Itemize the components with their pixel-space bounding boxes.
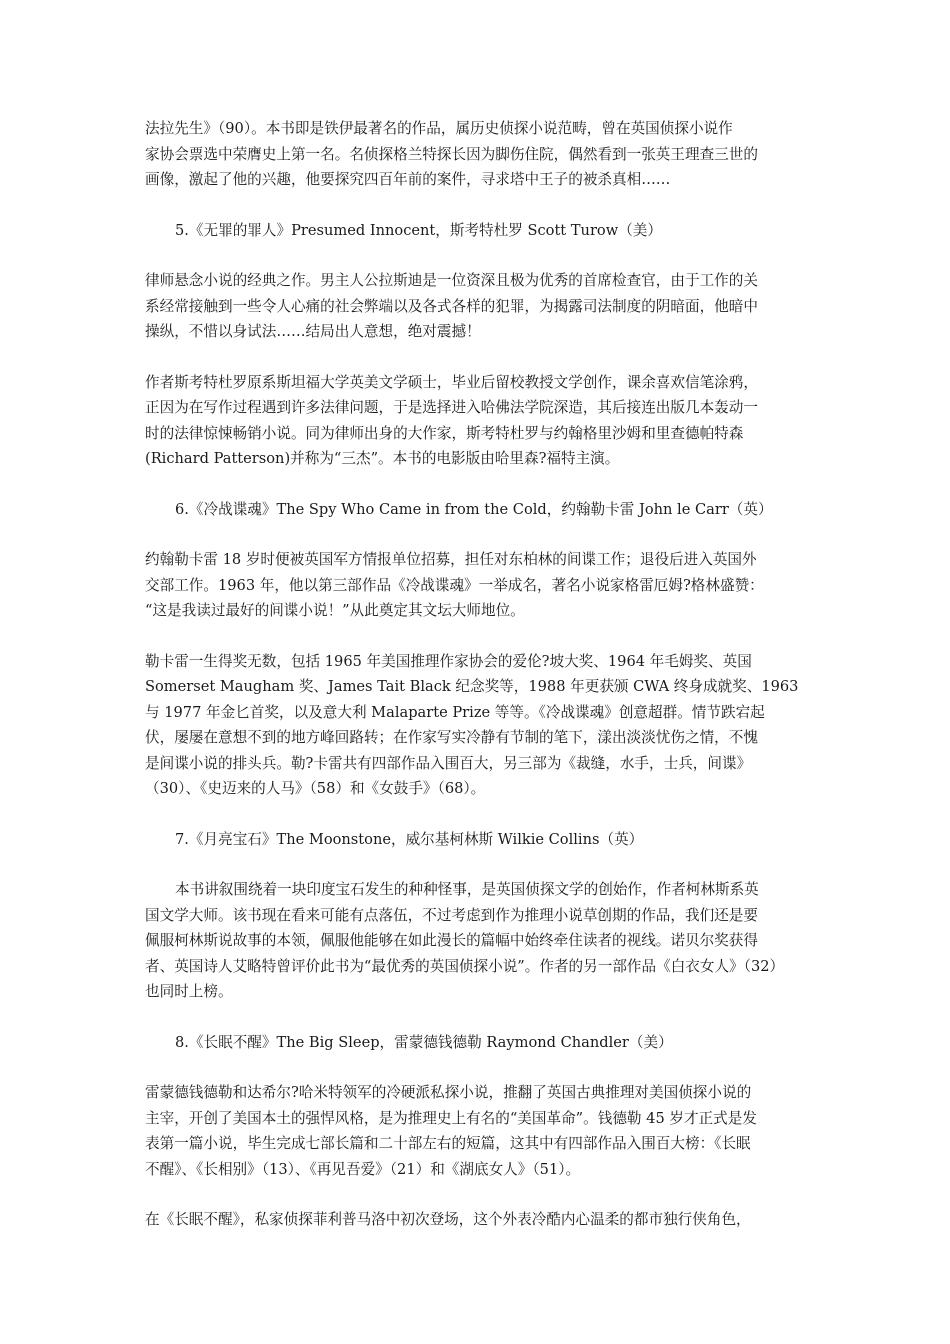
- text-line: 交部工作。1963 年，他以第三部作品《冷战谍魂》一举成名，著名小说家格雷厄姆?格林盛赞：: [145, 576, 764, 594]
- text-line: “这是我读过最好的间谍小说！”从此奠定其文坛大师地位。: [145, 602, 525, 619]
- heading-item-5: [145, 218, 807, 244]
- text-line: 法拉先生》（90）。本书即是铁伊最著名的作品，属历史侦探小说范畴，曾在英国侦探小说作: [145, 120, 733, 137]
- text-line: 国文学大师。该书现在看来可能有点落伍，不过考虑到作为推理小说草创期的作品，我们还是要: [145, 906, 758, 924]
- paragraph-turow-bio: [145, 370, 807, 472]
- text-line: 系经常接触到一些令人心痛的社会弊端以及各式各样的犯罪，为揭露司法制度的阴暗面，他暗中: [145, 297, 758, 315]
- paragraph-moonstone-summary: [145, 877, 807, 1005]
- heading-text: 7.《月亮宝石》The Moonstone，威尔基柯林斯 Wilkie Collins（英）: [175, 830, 644, 848]
- text-line: 画像，激起了他的兴趣，他要探究四百年前的案件，寻求塔中王子的被杀真相……: [145, 171, 671, 188]
- text-line: 也同时上榜。: [145, 983, 233, 1000]
- text-line: 者、英国诗人艾略特曾评价此书为“最优秀的英国侦探小说”。作者的另一部作品《白衣女人》（32）: [145, 957, 785, 975]
- heading-item-7: [145, 827, 807, 853]
- document-page: [145, 116, 807, 1233]
- paragraph-le-carre-intro: [145, 547, 807, 624]
- text-line: 在《长眠不醒》，私家侦探菲利普马洛中初次登场，这个外表冷酷内心温柔的都市独行侠角色，: [145, 1211, 751, 1228]
- text-line: 本书讲叙围绕着一块印度宝石发生的种种怪事，是英国侦探文学的创始作，作者柯林斯系英: [175, 881, 759, 898]
- text-line: Somerset Maugham 奖、James Tait Black 纪念奖等，1988 年更获颁 CWA 终身成就奖、1963: [145, 678, 799, 695]
- text-line: 律师悬念小说的经典之作。男主人公拉斯迪是一位资深且极为优秀的首席检查官，由于工作的关: [145, 272, 758, 289]
- heading-text: 6.《冷战谍魂》The Spy Who Came in from the Cold，约翰勒卡雷 John le Carr（英）: [175, 500, 773, 518]
- paragraph-le-carre-awards: [145, 649, 807, 802]
- text-line: 时的法律惊悚畅销小说。同为律师出身的大作家，斯考特杜罗与约翰格里沙姆和里查德帕特森: [145, 424, 744, 442]
- paragraph-presumed-innocent-summary: [145, 268, 807, 345]
- text-line: 雷蒙德钱德勒和达希尔?哈米特领军的冷硬派私探小说，推翻了英国古典推理对美国侦探小说的: [145, 1084, 752, 1101]
- text-line: 主宰，开创了美国本土的强悍风格，是为推理史上有名的“美国革命”。钱德勒 45 岁才正式是发: [145, 1109, 757, 1127]
- text-line: 与 1977 年金匕首奖，以及意大利 Malaparte Prize 等等。《冷战谍魂》创意超群。情节跌宕起: [145, 703, 765, 721]
- text-line: 佩服柯林斯说故事的本领，佩服他能够在如此漫长的篇幅中始终牵住读者的视线。诺贝尔奖获得: [145, 932, 758, 949]
- text-line: 正因为在写作过程遇到许多法律问题，于是选择进入哈佛法学院深造，其后接连出版几本轰动一: [145, 399, 758, 416]
- text-line: 家协会票选中荣膺史上第一名。名侦探格兰特探长因为脚伤住院，偶然看到一张英王理查三世的: [145, 145, 758, 163]
- heading-text: 8.《长眠不醒》The Big Sleep，雷蒙德钱德勒 Raymond Chandler（美）: [175, 1033, 673, 1051]
- text-line: 伏，屡屡在意想不到的地方峰回路转；在作家写实冷静有节制的笔下，漾出淡淡忧伤之情，不愧: [145, 729, 758, 746]
- text-line: 作者斯考特杜罗原系斯坦福大学英美文学硕士，毕业后留校教授文学创作，课余喜欢信笔涂鸦，: [145, 373, 758, 391]
- text-line: 表第一篇小说，毕生完成七部长篇和二十部左右的短篇，这其中有四部作品入围百大榜：《长眠: [145, 1135, 751, 1152]
- text-line: 勒卡雷一生得奖无数，包括 1965 年美国推理作家协会的爱伦?坡大奖、1964 年毛姆奖、英国: [145, 652, 752, 670]
- heading-item-8: [145, 1030, 807, 1056]
- text-line: (Richard Patterson)并称为“三杰”。本书的电影版由哈里森?福特主演。: [145, 450, 620, 467]
- text-line: 不醒》、《长相别》（13）、《再见吾爱》（21）和《湖底女人》（51）。: [145, 1160, 581, 1178]
- text-line: 是间谍小说的排头兵。勒?卡雷共有四部作品入围百大，另三部为《裁缝，水手，士兵，间谍》: [145, 754, 752, 772]
- heading-item-6: [145, 497, 807, 523]
- paragraph-chandler-intro: [145, 1080, 807, 1182]
- heading-text: 5.《无罪的罪人》Presumed Innocent，斯考特杜罗 Scott Turow（美）: [175, 221, 662, 239]
- text-line: 约翰勒卡雷 18 岁时便被英国军方情报单位招募，担任对东柏林的间谍工作；退役后进入英国外: [145, 551, 757, 568]
- text-line: 操纵，不惜以身试法……结局出人意想，绝对震撼！: [145, 323, 481, 340]
- paragraph-tey-conclusion: [145, 116, 807, 193]
- paragraph-big-sleep-marlowe: [145, 1207, 807, 1233]
- text-line: （30）、《史迈来的人马》（58）和《女鼓手》（68）。: [145, 780, 486, 797]
